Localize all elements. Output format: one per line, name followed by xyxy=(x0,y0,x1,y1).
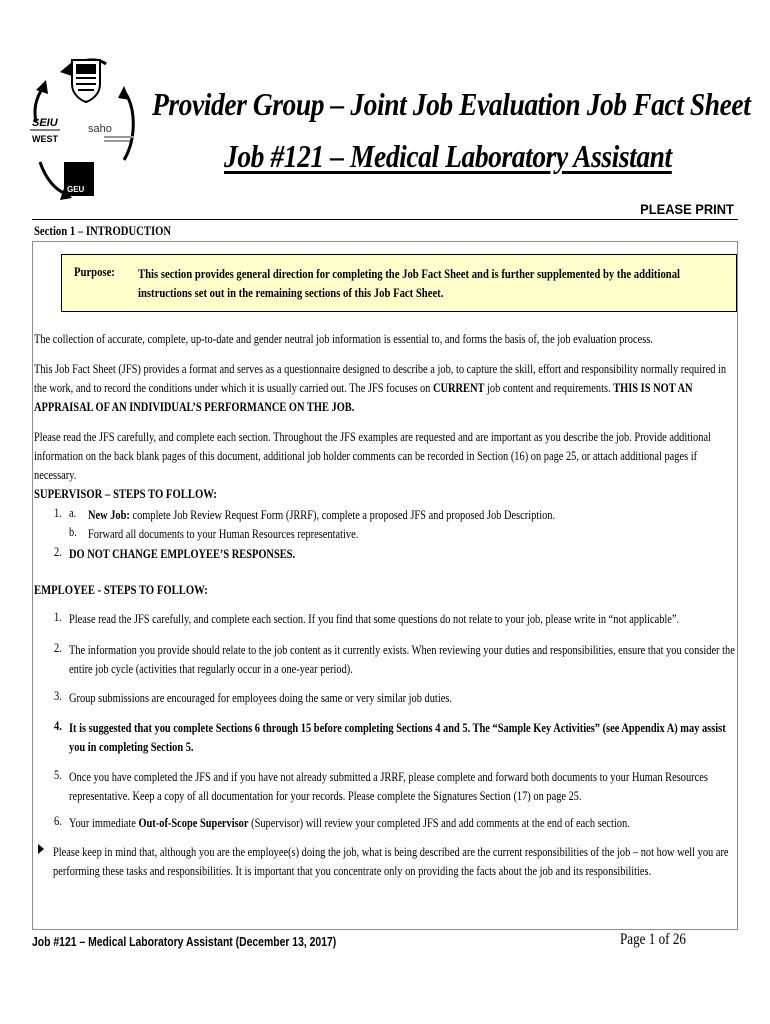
cycle-arrowhead-right xyxy=(118,86,130,100)
employee-item-4: It is suggested that you complete Sections 6 through 15 before completing Sections 4 and 5. The “Sample Key Activities” (see Appendix A) may assist you in completing Section 5. xyxy=(69,720,726,754)
out-of-scope-supervisor: Out-of-Scope Supervisor xyxy=(138,815,249,830)
svg-text:SEIU: SEIU xyxy=(32,117,58,129)
employee-item-3: Group submissions are encouraged for employees doing the same or very similar job duties. xyxy=(69,690,452,705)
employee-item-6 xyxy=(69,813,757,832)
supervisor-steps-heading: SUPERVISOR – STEPS TO FOLLOW: xyxy=(34,486,217,501)
para2-text-a: This Job Fact Sheet (JFS) provides a format and serves as a questionnaire designed to describe a job, to capture the skill, effort and responsibility normally required in the work, and to record the conditions under which it is usually carried out. The JFS focuses on xyxy=(34,361,727,395)
para2-notice: THIS IS NOT AN APPRAISAL OF AN INDIVIDUAL’S PERFORMANCE ON THE JOB. xyxy=(34,380,693,414)
supervisor-item-1b: Forward all documents to your Human Resources representative. xyxy=(88,526,359,541)
supervisor-item-2: DO NOT CHANGE EMPLOYEE’S RESPONSES. xyxy=(69,546,296,561)
purpose-label: Purpose: xyxy=(74,264,115,279)
employee-note: Please keep in mind that, although you are the employee(s) doing the job, what is being described are the current responsibilities of the job – not how well you are performing these tasks and responsibilities. It is important that you concentrate only on providing the facts about the job and its responsibilities. xyxy=(53,844,729,878)
employee-item-1-number: 1. xyxy=(54,609,62,624)
cycle-arrow-right xyxy=(124,94,133,160)
employee-item-3-number: 3. xyxy=(54,688,62,703)
item6-text-a: Your immediate xyxy=(69,815,139,830)
supervisor-item-1a-letter: a. xyxy=(69,505,77,520)
please-print-label: PLEASE PRINT xyxy=(640,201,734,217)
organization-logos xyxy=(26,50,144,210)
footer-job-title: Job #121 – Medical Laboratory Assistant (December 13, 2017) xyxy=(32,934,337,949)
para2-current: CURRENT xyxy=(432,380,485,395)
union-logo xyxy=(64,162,94,196)
provincial-crest-icon xyxy=(72,60,100,102)
intro-paragraph-3: Please read the JFS carefully, and complete each section. Throughout the JFS examples are requested and are important as you describe the job. Provide additional information on the back blank pages of this document, additional job holder comments can be recorded in Section (16) on page 25, or attach additional pages if necessary. xyxy=(34,429,711,482)
svg-text:GEU: GEU xyxy=(67,185,85,194)
bullet-arrow-icon xyxy=(37,843,45,855)
new-job-label: New Job: xyxy=(88,507,130,522)
seiu-logo xyxy=(30,117,60,144)
intro-paragraph-1: The collection of accurate, complete, up-to-date and gender neutral job information is essential to, and forms the basis of, the job evaluation process. xyxy=(34,331,653,346)
para2-text-b: job content and requirements. xyxy=(484,380,614,395)
cycle-arrow-bottom xyxy=(40,162,66,194)
cycle-arrowhead-left xyxy=(36,80,48,94)
employee-item-1: Please read the JFS carefully, and complete each section. If you find that some questions do not relate to your job, please write in “not applicable”. xyxy=(69,611,680,626)
employee-item-6-number: 6. xyxy=(54,813,62,828)
job-title: Job #121 – Medical Laboratory Assistant xyxy=(224,138,672,174)
employee-steps-heading: EMPLOYEE - STEPS TO FOLLOW: xyxy=(34,582,208,597)
supervisor-item-1a xyxy=(88,505,770,524)
supervisor-item-2-number: 2. xyxy=(54,544,62,559)
employee-item-5-number: 5. xyxy=(54,767,62,782)
cycle-arrowhead-top xyxy=(60,62,72,76)
section-heading: Section 1 – INTRODUCTION xyxy=(34,223,172,238)
supervisor-item-1-number: 1. xyxy=(54,505,62,520)
item6-text-b: (Supervisor) will review your completed JFS and add comments at the end of each section. xyxy=(248,815,630,830)
supervisor-item-1b-letter: b. xyxy=(69,524,77,539)
employee-item-2: The information you provide should relate to the job content as it currently exists. When reviewing your duties and responsibilities, ensure that you consider the entire job cycle (activities that regularly occur in a one-year period). xyxy=(69,642,735,676)
employee-item-2-number: 2. xyxy=(54,640,62,655)
employee-item-5: Once you have completed the JFS and if you have not already submitted a JRRF, please complete and forward both documents to your Human Resources representative. Keep a copy of all documentation for your records. Please complete the Signatures Section (17) on page 25. xyxy=(69,769,708,803)
document-title: Provider Group – Joint Job Evaluation Job Fact Sheet xyxy=(152,86,751,122)
intro-paragraph-2 xyxy=(34,359,738,416)
employee-item-4-number: 4. xyxy=(54,718,62,733)
new-job-text: complete Job Review Request Form (JRRF), complete a proposed JFS and proposed Job Description. xyxy=(129,507,556,522)
purpose-text: This section provides general direction for completing the Job Fact Sheet and is further supplemented by the additional instructions set out in the remaining sections of this Job Fact Sheet. xyxy=(138,266,680,300)
page-number: Page 1 of 26 xyxy=(620,931,686,948)
purpose-box xyxy=(61,254,737,312)
svg-text:WEST: WEST xyxy=(32,134,58,144)
header-divider xyxy=(32,219,738,220)
saho-logo xyxy=(88,123,134,142)
svg-text:saho: saho xyxy=(88,123,112,135)
